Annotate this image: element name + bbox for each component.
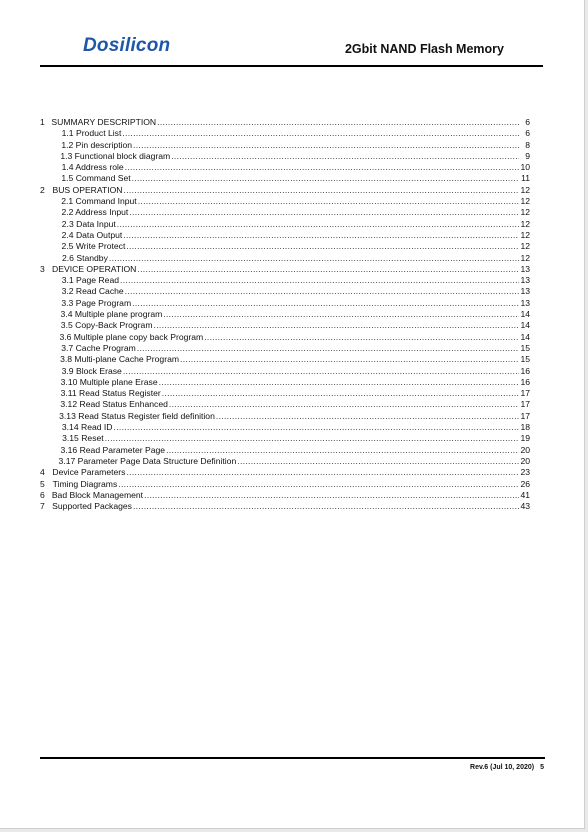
toc-dot-leader: [204, 332, 519, 343]
toc-entry-title: 3.3 Page Program: [61, 297, 132, 308]
toc-entry-title: Bad Block Management: [51, 489, 144, 500]
toc-entry-page: 12: [520, 229, 530, 240]
toc-entry-title: 3.14 Read ID: [61, 422, 113, 433]
toc-dot-leader: [180, 354, 519, 365]
revision-label: Rev.6 (Jul 10, 2020): [470, 764, 535, 771]
toc-entry-title: Timing Diagrams: [52, 478, 118, 489]
toc-entry[interactable]: [40, 422, 530, 433]
toc-dot-leader: [114, 422, 519, 433]
toc-dot-leader: [126, 241, 519, 252]
toc-entry-page: 6: [525, 128, 530, 139]
toc-entry[interactable]: [40, 456, 530, 467]
toc-entry[interactable]: [40, 151, 530, 162]
toc-entry[interactable]: [40, 320, 530, 331]
toc-dot-leader: [144, 490, 519, 501]
toc-entry-page: 16: [520, 376, 530, 387]
toc-entry-title: 3.12 Read Status Enhanced: [60, 399, 168, 410]
toc-entry-page: 17: [520, 399, 530, 410]
toc-dot-leader: [159, 377, 519, 388]
toc-dot-leader: [124, 185, 519, 196]
toc-entry-title: Supported Packages: [52, 501, 132, 512]
toc-entry-title: 2.6 Standby: [62, 252, 108, 263]
toc-dot-leader: [166, 445, 519, 456]
toc-entry[interactable]: [40, 399, 530, 410]
toc-dot-leader: [171, 151, 519, 162]
toc-entry-title: 3.8 Multi-plane Cache Program: [60, 354, 180, 365]
toc-entry-title: 1.5 Command Set: [61, 173, 131, 184]
toc-entry-title: 3.10 Multiple plane Erase: [60, 376, 158, 387]
toc-entry-page: 12: [520, 184, 530, 195]
footer-divider: [40, 757, 545, 759]
toc-entry-title: 1.4 Address role: [61, 162, 124, 173]
toc-dot-leader: [123, 366, 519, 377]
toc-entry-page: 13: [520, 275, 530, 286]
toc-dot-leader: [123, 230, 519, 241]
toc-entry-page: 18: [520, 422, 530, 433]
toc-entry-page: 12: [520, 218, 530, 229]
toc-dot-leader: [133, 501, 519, 512]
toc-dot-leader: [117, 219, 519, 230]
toc-entry-page: 20: [520, 444, 530, 455]
toc-entry-number: 4: [40, 467, 45, 478]
toc-dot-leader: [157, 117, 519, 128]
toc-entry-page: 20: [520, 455, 530, 466]
toc-entry[interactable]: [40, 162, 530, 173]
toc-entry-title: 2.4 Data Output: [61, 229, 123, 240]
toc-entry-title: SUMMARY DESCRIPTION: [51, 117, 157, 127]
toc-entry-title: 2.1 Command Input: [61, 196, 137, 207]
toc-dot-leader: [216, 411, 519, 422]
toc-entry[interactable]: [40, 173, 530, 184]
toc-entry-title: 1.3 Functional block diagram: [60, 150, 171, 161]
toc-entry-number: 6: [40, 489, 45, 500]
toc-entry-page: 12: [520, 241, 530, 252]
toc-entry-title: 2.3 Data Input: [61, 218, 116, 229]
toc-entry-number: 2: [40, 184, 45, 195]
toc-dot-leader: [125, 162, 519, 173]
toc-entry-title: 3.9 Block Erase: [61, 365, 122, 376]
toc-entry[interactable]: [40, 332, 530, 343]
toc-entry-title: 3.11 Read Status Register: [60, 388, 161, 399]
toc-entry-title: 3.17 Parameter Page Data Structure Definition: [58, 455, 237, 466]
toc-entry[interactable]: [40, 445, 530, 456]
toc-entry-page: 14: [520, 331, 530, 342]
toc-dot-leader: [169, 399, 519, 410]
toc-entry[interactable]: [40, 411, 530, 422]
toc-entry-title: 1.1 Product List: [61, 128, 122, 139]
toc-entry-title: DEVICE OPERATION: [52, 263, 137, 274]
toc-entry[interactable]: [40, 264, 530, 275]
toc-entry[interactable]: [40, 230, 530, 241]
toc-entry[interactable]: [40, 298, 530, 309]
toc-entry[interactable]: [40, 354, 530, 365]
toc-entry[interactable]: [40, 196, 530, 207]
toc-entry-number: 3: [40, 263, 45, 274]
toc-dot-leader: [162, 388, 519, 399]
toc-entry[interactable]: [40, 490, 530, 501]
toc-dot-leader: [109, 253, 519, 264]
toc-entry-page: 13: [520, 263, 530, 274]
toc-entry-title: 3.6 Multiple plane copy back Program: [59, 331, 204, 342]
page-footer: [470, 764, 544, 771]
toc-entry[interactable]: [40, 467, 530, 478]
toc-entry-page: 9: [525, 150, 530, 161]
toc-entry-title: 2.2 Address Input: [61, 207, 129, 218]
toc-entry-page: 23: [520, 467, 530, 478]
toc-entry-page: 8: [525, 139, 530, 150]
toc-entry[interactable]: [40, 366, 530, 377]
toc-entry-page: 11: [521, 173, 530, 184]
toc-entry-page: 17: [520, 410, 530, 421]
toc-entry[interactable]: [40, 501, 530, 512]
toc-entry-title: 3.4 Multiple plane program: [60, 309, 163, 320]
table-of-contents: [40, 117, 530, 512]
toc-entry-title: 3.1 Page Read: [61, 275, 120, 286]
toc-entry-title: BUS OPERATION: [52, 184, 123, 195]
toc-entry-page: 14: [520, 320, 530, 331]
toc-dot-leader: [126, 467, 519, 478]
toc-entry-page: 12: [520, 207, 530, 218]
toc-entry-page: 43: [520, 501, 530, 512]
toc-entry-page: 26: [520, 478, 530, 489]
toc-entry[interactable]: [40, 185, 530, 196]
toc-entry-page: 19: [520, 433, 530, 444]
toc-dot-leader: [122, 128, 519, 139]
toc-entry[interactable]: [40, 117, 530, 128]
toc-entry[interactable]: [40, 253, 530, 264]
toc-dot-leader: [137, 264, 519, 275]
toc-entry-page: 12: [520, 252, 530, 263]
document-title: 2Gbit NAND Flash Memory: [344, 42, 504, 56]
toc-entry-title: 3.15 Reset: [62, 433, 104, 444]
toc-entry[interactable]: [40, 219, 530, 230]
toc-entry[interactable]: [40, 433, 530, 444]
toc-dot-leader: [129, 207, 519, 218]
toc-dot-leader: [237, 456, 519, 467]
toc-entry-number: 5: [40, 478, 45, 489]
toc-dot-leader: [132, 173, 519, 184]
page-number: 5: [540, 764, 544, 771]
header-divider: [40, 65, 543, 67]
toc-dot-leader: [105, 433, 519, 444]
toc-dot-leader: [132, 298, 519, 309]
toc-entry-title: 3.2 Read Cache: [61, 286, 124, 297]
toc-entry-title: 1.2 Pin description: [61, 139, 133, 150]
company-logo: Dosilicon: [83, 35, 171, 56]
toc-dot-leader: [133, 140, 519, 151]
toc-entry-page: 14: [520, 309, 530, 320]
toc-entry-title: 3.13 Read Status Register field definition: [59, 410, 215, 421]
toc-entry[interactable]: [40, 241, 530, 252]
toc-entry-page: 13: [520, 297, 530, 308]
toc-entry[interactable]: [40, 140, 530, 151]
toc-entry[interactable]: [40, 343, 530, 354]
toc-entry-title: 3.16 Read Parameter Page: [60, 444, 166, 455]
toc-dot-leader: [125, 286, 519, 297]
toc-entry-title: 3.5 Copy-Back Program: [60, 320, 153, 331]
toc-entry-number: 1: [40, 117, 45, 127]
toc-entry-page: 15: [520, 342, 530, 353]
toc-entry[interactable]: [40, 275, 530, 286]
toc-entry-page: 41: [520, 489, 530, 500]
toc-entry-number: 7: [40, 501, 45, 512]
toc-entry-page: 10: [520, 162, 530, 173]
toc-entry-title: 2.5 Write Protect: [61, 241, 126, 252]
toc-entry-page: 12: [520, 196, 530, 207]
toc-dot-leader: [154, 320, 520, 331]
toc-dot-leader: [163, 309, 519, 320]
toc-entry[interactable]: [40, 309, 530, 320]
toc-entry[interactable]: [40, 207, 530, 218]
toc-entry-page: 17: [520, 388, 530, 399]
toc-entry[interactable]: [40, 128, 530, 139]
toc-entry[interactable]: [40, 286, 530, 297]
toc-dot-leader: [137, 343, 519, 354]
toc-entry-title: Device Parameters: [52, 467, 126, 478]
toc-entry[interactable]: [40, 388, 530, 399]
toc-dot-leader: [138, 196, 519, 207]
toc-entry[interactable]: [40, 479, 530, 490]
toc-entry-page: 15: [520, 354, 530, 365]
toc-entry-page: 16: [520, 365, 530, 376]
toc-dot-leader: [120, 275, 519, 286]
toc-entry[interactable]: [40, 377, 530, 388]
toc-entry-page: 13: [520, 286, 530, 297]
toc-entry-page: 6: [525, 117, 530, 127]
toc-entry-title: 3.7 Cache Program: [61, 342, 136, 353]
toc-dot-leader: [118, 479, 519, 490]
